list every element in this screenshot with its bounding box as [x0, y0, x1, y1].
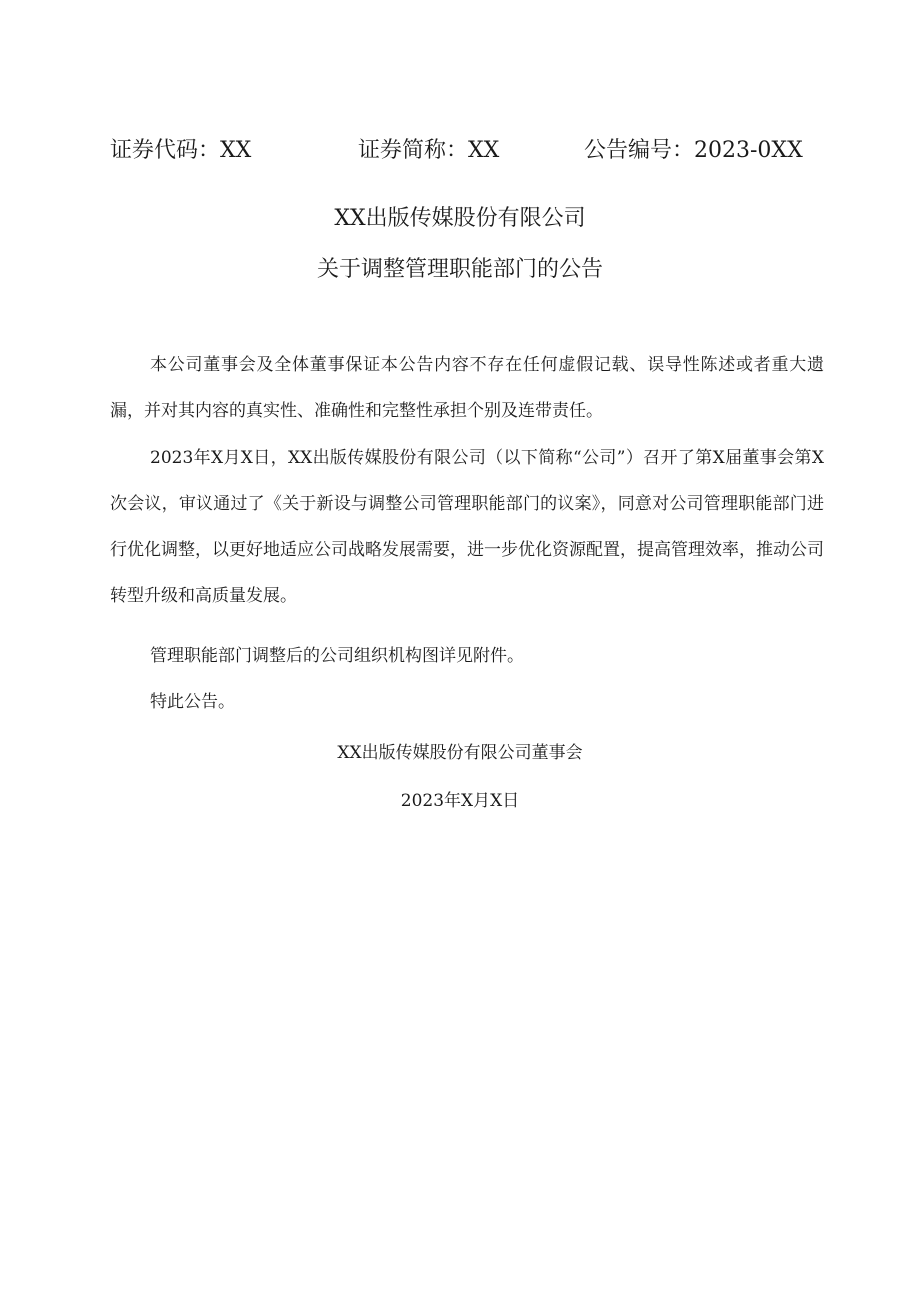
body-paragraph: 本公司董事会及全体董事保证本公告内容不存在任何虚假记载、误导性陈述或者重大遗漏，并对其内容的真实性、准确性和完整性承担个别及连带责任。 — [110, 355, 824, 421]
company-title: XX出版传媒股份有限公司 — [334, 206, 586, 231]
announcement-subject: 关于调整管理职能部门的公告 — [316, 257, 603, 282]
body-paragraph: 2023年X月X日，XX出版传媒股份有限公司（以下简称“公司”）召开了第X届董事会第X次会议，审议通过了《关于新设与调整公司管理职能部门的议案》，同意对公司管理职能部门进行优化调整，以更好地适应公司战略发展需要，进一步优化资源配置，提高管理效率，推动公司转型升级和高质量发展。 — [110, 448, 824, 606]
announcement-header — [110, 134, 830, 168]
body-paragraph: 管理职能部门调整后的公司组织机构图详见附件。 — [150, 646, 524, 666]
body-paragraph: 特此公告。 — [150, 692, 235, 712]
issue-date: 2023年X月X日 — [400, 791, 520, 811]
announcement-number: 公告编号：2023-0XX — [584, 138, 803, 163]
stock-code: 证券代码：XX — [110, 138, 252, 163]
stock-abbreviation: 证券简称：XX — [358, 138, 500, 163]
issuer-signature: XX出版传媒股份有限公司董事会 — [337, 743, 583, 763]
